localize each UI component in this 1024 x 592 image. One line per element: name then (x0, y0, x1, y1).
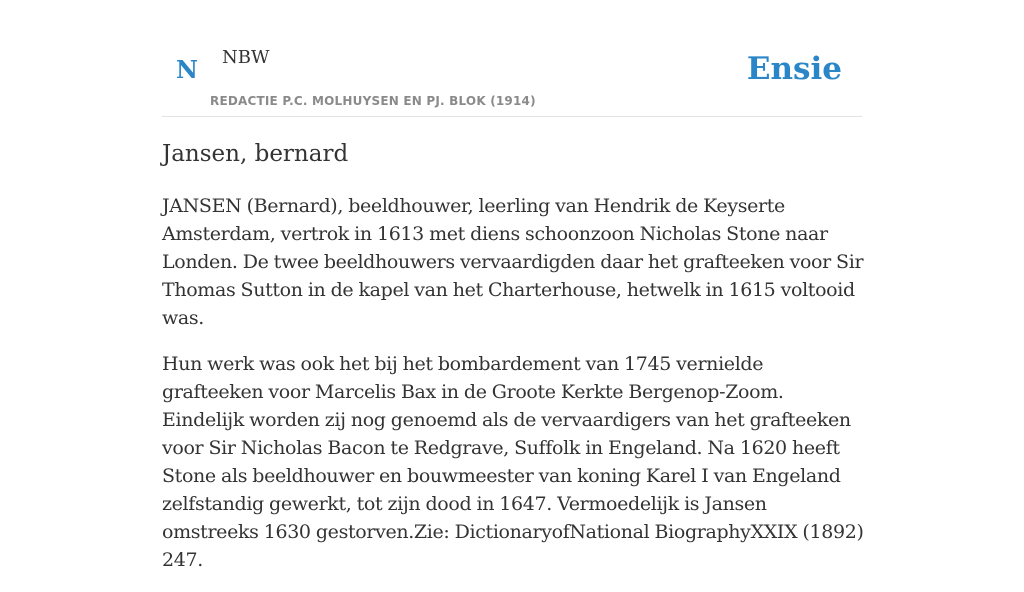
source-logo-icon[interactable]: N (176, 55, 198, 84)
article-paragraph: Hun werk was ook het bij het bombardement van 1745 vernielde grafteeken voor Marcelis Bax in de Groote Kerkte Bergenop-Zoom. Eindelijk worden zij nog genoemd als de vervaardigers van het grafteeken voor Sir Nicholas Bacon te Redgrave, Suffolk in Engeland. Na 1620 heeft Stone als beeldhouwer en bouwmeester van koning Karel I van Engeland zelfstandig gewerkt, tot zijn dood in 1647. Vermoedelijk is Jansen omstreeks 1630 gestorven.Zie: DictionaryofNational BiographyXXIX (1892) 247. (162, 353, 864, 571)
article-body (162, 192, 864, 574)
article-paragraph: JANSEN (Bernard), beeldhouwer, leerling van Hendrik de Keyserte Amsterdam, vertrok in 1613 met diens schoonzoon Nicholas Stone naar Londen. De twee beeldhouwers vervaardigden daar het grafteeken voor Sir Thomas Sutton in de kapel van het Charterhouse, hetwelk in 1615 voltooid was. (162, 195, 864, 329)
ensie-logo[interactable]: Ensie (746, 51, 842, 87)
source-header (162, 0, 862, 117)
article-title: Jansen, bernard (162, 141, 349, 167)
source-subtitle: REDACTIE P.C. MOLHUYSEN EN PJ. BLOK (1914) (210, 94, 536, 108)
article (162, 138, 864, 592)
source-title[interactable]: NBW (222, 47, 270, 68)
